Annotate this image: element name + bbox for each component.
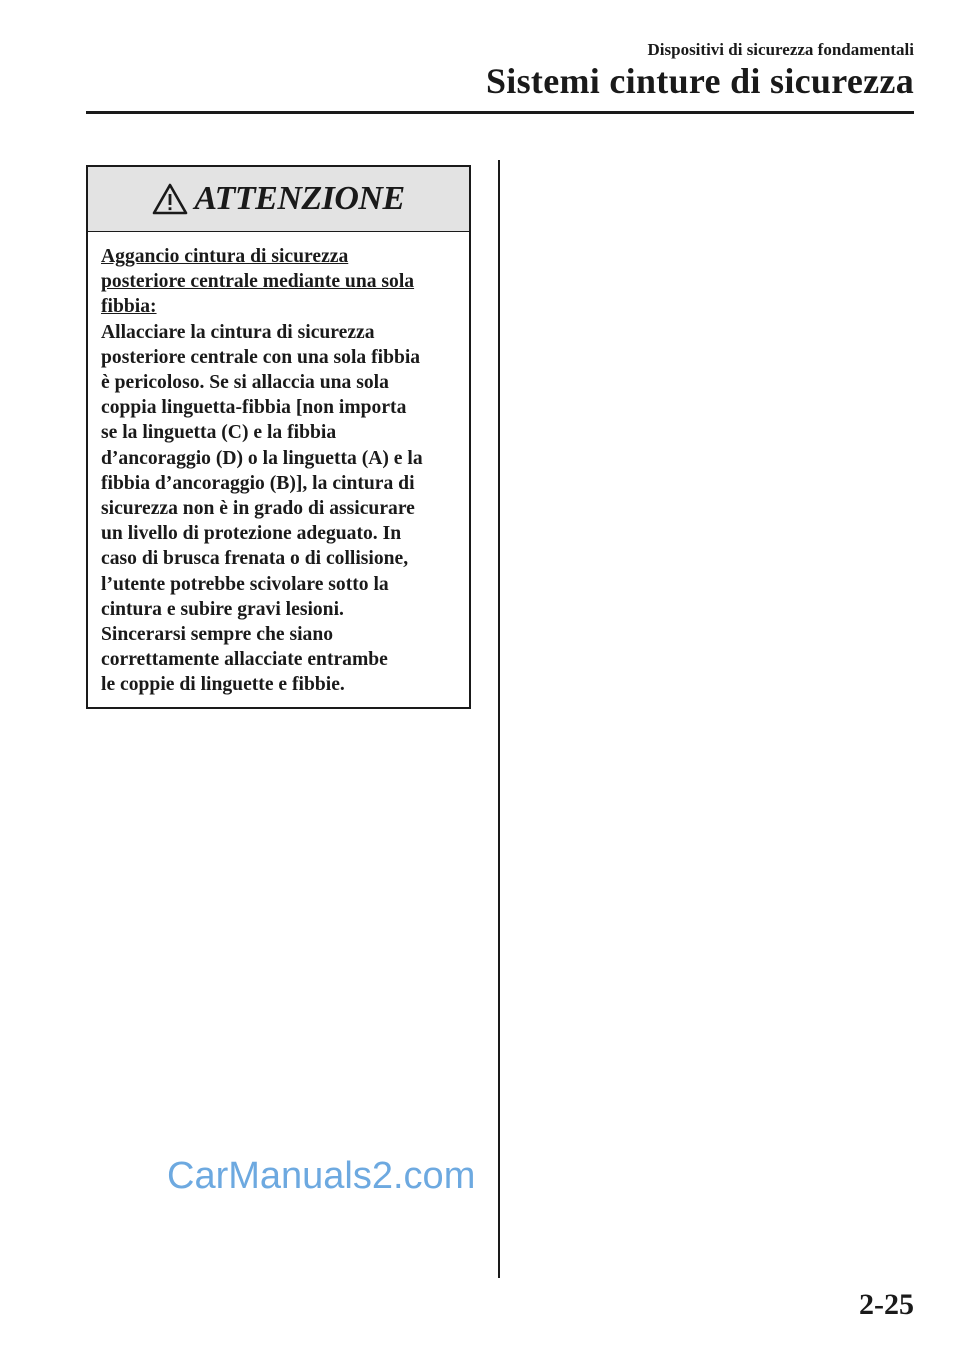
warning-text-line: è pericoloso. Se si allaccia una sola [101,372,389,394]
page-title: Sistemi cinture di sicurezza [485,61,914,101]
warning-text-line: le coppie di linguette e fibbie. [101,674,345,696]
warning-text-line: coppia linguetta-fibbia [non importa [101,397,407,419]
warning-text-line: sicurezza non è in grado di assicurare [101,498,415,520]
warning-text [101,320,457,698]
warning-text-line: d’ancoraggio (D) o la linguetta (A) e la [101,447,423,469]
warning-body [88,232,469,698]
warning-text-line: cintura e subire gravi lesioni. [101,598,344,620]
column-divider [498,160,500,1278]
warning-subtitle-line: fibbia: [101,296,157,318]
watermark: CarManuals2.com [167,1155,476,1197]
header-rule [86,111,914,114]
warning-box [86,165,471,709]
warning-triangle-icon [152,183,188,215]
warning-header [88,167,469,232]
warning-text-line: correttamente allacciate entrambe [101,649,388,671]
page-number: 2-25 [859,1288,914,1321]
warning-text-line: se la linguetta (C) e la fibbia [101,422,337,444]
warning-text-line: Allacciare la cintura di sicurezza [101,321,375,343]
warning-text-line: Sincerarsi sempre che siano [101,624,334,646]
warning-title: ATTENZIONE [194,180,405,217]
warning-text-line: fibbia d’ancoraggio (B)], la cintura di [101,472,415,494]
warning-subtitle [101,244,457,320]
warning-text-line: caso di brusca frenata o di collisione, [101,548,409,570]
warning-text-line: un livello di protezione adeguato. In [101,523,402,545]
warning-text-line: posteriore centrale con una sola fibbia [101,346,421,368]
warning-subtitle-line: Aggancio cintura di sicurezza [101,246,349,267]
warning-text-line: l’utente potrebbe scivolare sotto la [101,573,389,595]
warning-subtitle-line: posteriore centrale mediante una sola [101,271,415,293]
header-section-label: Dispositivi di sicurezza fondamentali [647,40,914,59]
